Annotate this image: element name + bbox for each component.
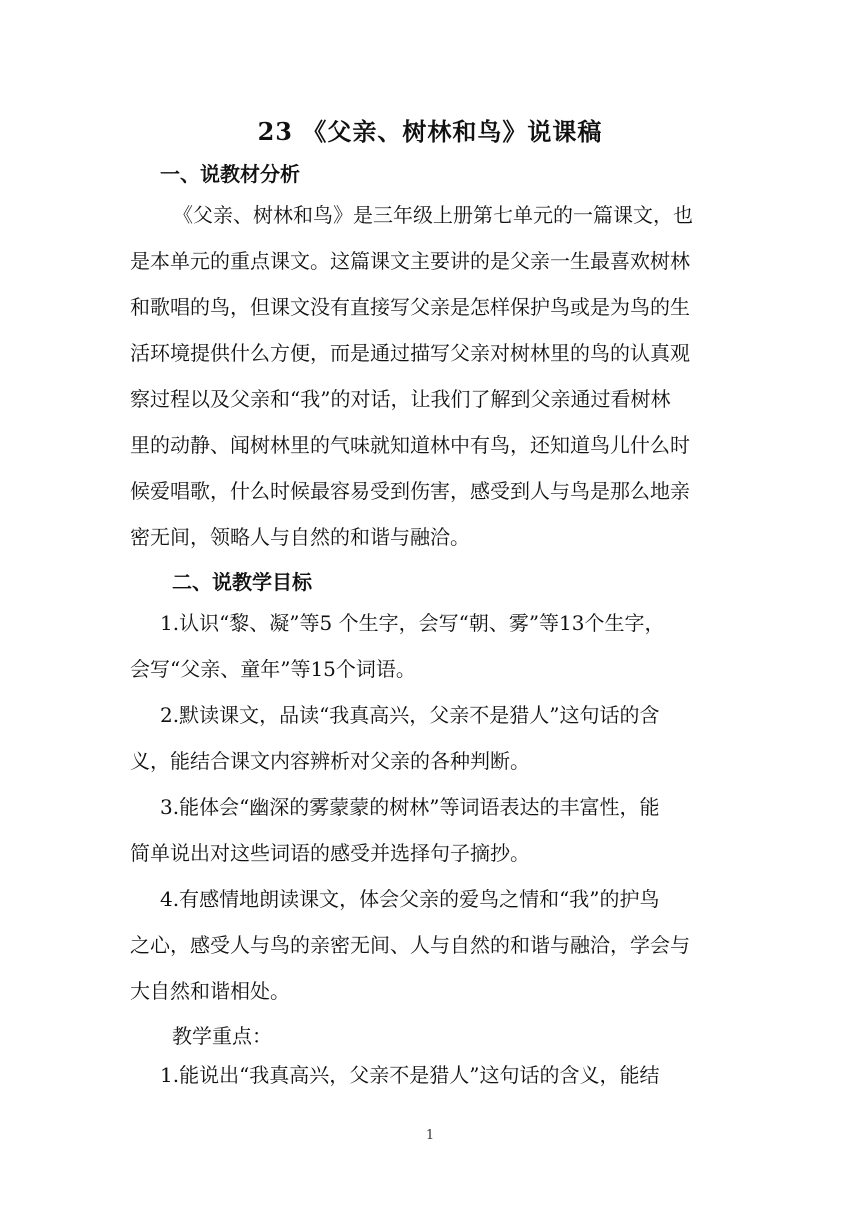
page-number: 1: [425, 1128, 435, 1143]
goal-1: [130, 600, 730, 692]
section1-paragraph: [130, 192, 730, 560]
paragraph-line: 义，能结合课文内容辨析对父亲的各种判断。: [130, 749, 530, 773]
section1-heading: 一、说教材分析: [160, 162, 300, 186]
goal-4: [130, 876, 730, 1014]
paragraph-line: 密无间，领略人与自然的和谐与融洽。: [130, 525, 470, 549]
goal-2: [130, 692, 730, 784]
paragraph-line: 1.能说出“我真高兴，父亲不是猎人”这句话的含义，能结: [160, 1063, 660, 1087]
paragraph-line: 大自然和谐相处。: [130, 979, 290, 1003]
paragraph-line: 2.默读课文，品读“我真高兴，父亲不是猎人”这句话的含: [160, 703, 660, 727]
paragraph-line: 之心，感受人与鸟的亲密无间、人与自然的和谐与融洽，学会与: [130, 933, 690, 957]
paragraph-line: 候爱唱歌，什么时候最容易受到伤害，感受到人与鸟是那么地亲: [130, 479, 690, 503]
paragraph-line: 3.能体会“幽深的雾蒙蒙的树林”等词语表达的丰富性，能: [160, 795, 660, 819]
paragraph-line: 活环境提供什么方便，而是通过描写父亲对树林里的鸟的认真观: [130, 341, 690, 365]
document-title: 23 《父亲、树林和鸟》说课稿: [257, 117, 603, 146]
paragraph-line: 和歌唱的鸟，但课文没有直接写父亲是怎样保护鸟或是为鸟的生: [130, 295, 690, 319]
paragraph-line: 里的动静、闻树林里的气味就知道林中有鸟，还知道鸟儿什么时: [130, 433, 690, 457]
paragraph-line: 是本单元的重点课文。这篇课文主要讲的是父亲一生最喜欢树林: [130, 249, 690, 273]
goal-3: [130, 784, 730, 876]
paragraph-line: 会写“父亲、童年”等15个词语。: [130, 657, 416, 681]
paragraph-line: 察过程以及父亲和“我”的对话，让我们了解到父亲通过看树林: [130, 387, 671, 411]
paragraph-line: 《父亲、树林和鸟》是三年级上册第七单元的一篇课文，也: [173, 203, 693, 227]
paragraph-line: 简单说出对这些词语的感受并选择句子摘抄。: [130, 841, 530, 865]
key-point-1: [130, 1052, 730, 1098]
section2-heading: 二、说教学目标: [172, 570, 312, 594]
paragraph-line: 4.有感情地朗读课文，体会父亲的爱鸟之情和“我”的护鸟: [160, 887, 660, 911]
key-points-heading: 教学重点：: [172, 1024, 272, 1048]
paragraph-line: 1.认识“黎、凝”等5 个生字，会写“朝、雾”等13个生字，: [160, 611, 665, 635]
